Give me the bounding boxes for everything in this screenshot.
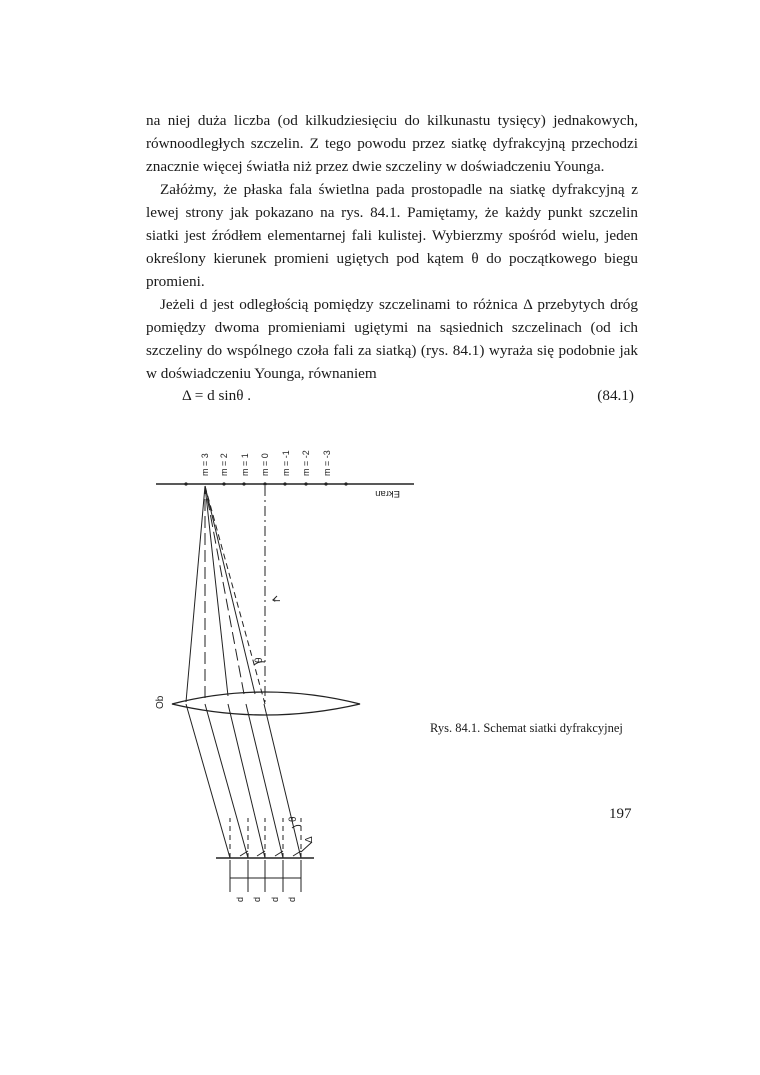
equation: Δ = d sinθ .: [182, 387, 252, 404]
theta-label-bottom: θ: [288, 816, 299, 822]
delta-label: Δ: [304, 836, 315, 843]
ray: [186, 486, 205, 702]
ray: [246, 704, 283, 858]
screen-dot: [344, 482, 347, 485]
ray: [264, 704, 301, 858]
ray: [205, 704, 248, 858]
screen-dot: [324, 482, 327, 485]
equation-number: (84.1): [597, 387, 634, 404]
screen-label: Ekran: [375, 488, 400, 499]
screen-dot: [242, 482, 245, 485]
ray-central: [205, 486, 265, 704]
focal-label: f: [272, 599, 283, 602]
ray: [228, 704, 265, 858]
ray: [186, 704, 230, 858]
order-label: m = -2: [301, 450, 311, 476]
paragraph-2: Załóżmy, że płaska fala świetlna pada prostopadle na siatkę dyfrakcyjną z lewej strony jak pokazano na rys. 84.1. Pamiętamy, że każdy punkt szczelin siatki jest źródłem elementarnej fali kulistej. Wybierzmy spośród wielu, jeden określony kierunek promieni ugiętych pod kątem θ do początkowego biegu promieni.: [146, 181, 638, 290]
screen-dot: [222, 482, 225, 485]
order-label: m = -3: [322, 450, 332, 476]
screen-dot: [283, 482, 286, 485]
figure-caption: Rys. 84.1. Schemat siatki dyfrakcyjnej: [430, 721, 623, 735]
theta-label: θ: [254, 657, 265, 663]
order-label: m = -1: [281, 450, 291, 476]
d-label: d: [252, 896, 262, 902]
d-label: d: [235, 896, 245, 902]
d-label: d: [287, 896, 297, 902]
screen-dot: [263, 482, 266, 485]
order-label: m = 2: [219, 453, 229, 476]
screen-dot: [184, 482, 187, 485]
order-label: m = 1: [240, 453, 250, 476]
paragraph-3: Jeżeli d jest odległością pomiędzy szczelinami to różnica Δ przebytych dróg pomiędzy dwoma promieniami ugiętymi na sąsiednich szczelinach (od ich szczeliny do wspólnego czoła fali za siatką) (rys. 84.1) wyraża się podobnie jak w doświadczeniu Younga, równaniem: [146, 296, 638, 382]
page-number: 197: [609, 806, 632, 822]
paragraph-1: na niej duża liczba (od kilkudziesięciu do kilkunastu tysięcy) jednakowych, równoodległych szczelin. Z tego powodu przez siatkę dyfrakcyjną przechodzi znacznie więcej światła niż przez dwie szczeliny w doświadczeniu Younga.: [146, 112, 638, 175]
order-label: m = 0: [260, 453, 270, 476]
order-label: m = 3: [200, 453, 210, 476]
screen-dot: [304, 482, 307, 485]
ray: [205, 486, 255, 694]
lens-label: Ob: [155, 695, 166, 709]
d-label: d: [270, 896, 280, 902]
